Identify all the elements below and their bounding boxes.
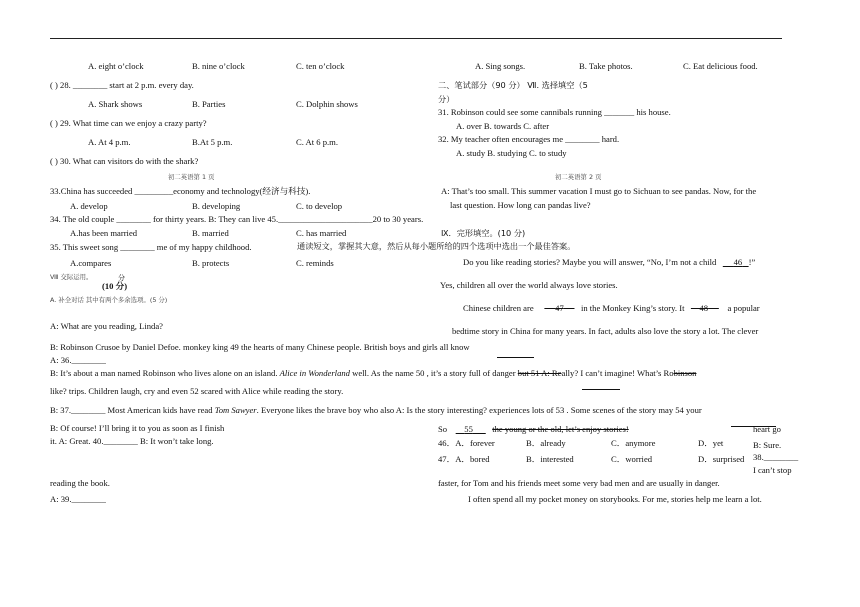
passage-pocket-line: I often spend all my pocket money on storybooks. For me, stories help me learn a lot. bbox=[468, 494, 762, 504]
q29-option-b: B.At 5 p.m. bbox=[192, 137, 233, 147]
q27-option-c: C. ten o’clock bbox=[296, 61, 345, 71]
passage-line-4: bedtime story in China for many years. In fact, adults also love the story a lot. The clever bbox=[452, 326, 759, 336]
q32-options: A. study B. studying C. to study bbox=[456, 148, 567, 158]
dialogue-line-4-end: ally? I can’t imagine! What’s Ro bbox=[561, 368, 674, 378]
q46-option-a: 46．A．forever bbox=[438, 438, 495, 448]
struck-text: but 51 A: Re bbox=[517, 368, 562, 378]
page-footer-2: 初二英语第 2 页 bbox=[555, 173, 602, 181]
dialogue-line-9: reading the book. bbox=[50, 478, 110, 488]
passage-line-3-mid: in the Monkey King’s story. It bbox=[580, 303, 685, 313]
q28-option-b: B. Parties bbox=[192, 99, 226, 109]
dialogue-line-7: B: Of course! I’ll bring it to you as soon as I finish bbox=[50, 423, 225, 433]
q28-option-a: A. Shark shows bbox=[88, 99, 143, 109]
dialogue-line-1: A: What are you reading, Linda? bbox=[50, 321, 163, 331]
question-33: 33.China has succeeded _________economy and technology(经济与科技). bbox=[50, 186, 311, 196]
q47-option-b: B．interested bbox=[526, 454, 574, 464]
q34-option-c: C. has married bbox=[296, 228, 347, 238]
q47-option-d: D．surprised bbox=[698, 454, 745, 464]
blank-47-number: 47 bbox=[555, 303, 564, 313]
q46-option-d: D．yet bbox=[698, 438, 724, 448]
blank-47 bbox=[544, 303, 574, 313]
heart-go-text: heart go bbox=[753, 424, 781, 434]
q29-option-a: A. At 4 p.m. bbox=[88, 137, 131, 147]
passage-line-3-start: Chinese children are bbox=[463, 303, 534, 313]
dialogue-line-3: A: 36.________ bbox=[50, 355, 106, 365]
answer-38: 38.________ bbox=[753, 452, 799, 462]
section-a-title: A. 补全对话 其中有两个多余选项。(5 分) bbox=[50, 296, 168, 304]
dialogue-line-6-start: B: 37.________ Most American kids have read bbox=[50, 405, 213, 415]
q27-option-a: A. eight o’clock bbox=[88, 61, 144, 71]
dialogue-line-2: B: Robinson Crusoe by Daniel Defoe. monkey king 49 the hearts of many Chinese people. British boys and girls all know bbox=[50, 342, 470, 352]
dialogue-line-8: it. A: Great. 40.________ B: It won’t take long. bbox=[50, 436, 214, 446]
written-section-title: 二、笔试部分（90 分） Ⅶ. 选择填空（5 bbox=[438, 80, 588, 90]
q27-option-b: B. nine o’clock bbox=[192, 61, 245, 71]
passage-line-1 bbox=[463, 258, 755, 268]
cant-stop-text: I can’t stop bbox=[753, 465, 792, 475]
q47-option-a: 47．A．bored bbox=[438, 454, 490, 464]
q34-option-a: A.has been married bbox=[70, 228, 138, 238]
reading-line-1: A: That’s too small. This summer vacation I must go to Sichuan to see pandas. Now, for the bbox=[441, 186, 757, 196]
question-28: ( ) 28. ________ start at 2 p.m. every day. bbox=[50, 80, 194, 90]
dialogue-line-10: A: 39.________ bbox=[50, 494, 106, 504]
blank-46-number: 46 bbox=[733, 257, 743, 267]
passage-so-line bbox=[438, 425, 629, 435]
section-8-score: (10 分) bbox=[102, 281, 128, 291]
question-34: 34. The old couple ________ for thirty years. B: They can live 45.______________________20 to 30 years. bbox=[50, 214, 424, 224]
passage-line-1-text: Do you like reading stories? Maybe you will answer, “No, I’m not a child bbox=[463, 257, 717, 267]
question-35: 35. This sweet song ________ me of my happy childhood. bbox=[50, 242, 252, 252]
r-q27-option-c: C. Eat delicious food. bbox=[683, 61, 758, 71]
cloze-instruction: 通读短文，掌握其大意，然后从每小题所给的四个选项中选出一个最佳答案。 bbox=[297, 241, 576, 251]
blank-line-2 bbox=[582, 389, 620, 390]
dialogue-line-4-start: B: It’s about a man named Robinson who lives alone on an island. bbox=[50, 368, 278, 378]
q35-option-b: B. protects bbox=[192, 258, 230, 268]
so-word: So bbox=[438, 424, 448, 434]
blank-55-number: 55 bbox=[464, 424, 473, 434]
book-title-alice: Alice in Wonderland bbox=[279, 368, 350, 378]
dialogue-line-4 bbox=[50, 369, 696, 379]
q33-option-b: B. developing bbox=[192, 201, 241, 211]
page-footer-1: 初二英语第 1 页 bbox=[168, 173, 215, 181]
top-rule bbox=[50, 38, 782, 39]
so-line-text: the young or the old, let’s enjoy stories! bbox=[492, 424, 629, 434]
q31-options: A. over B. towards C. after bbox=[456, 121, 550, 131]
passage-line-3-end: a popular bbox=[727, 303, 760, 313]
q33-option-c: C. to develop bbox=[296, 201, 343, 211]
q46-option-c: C．anymore bbox=[611, 438, 656, 448]
blank-line bbox=[497, 357, 534, 358]
passage-line-1-end: !” bbox=[748, 257, 756, 267]
question-31: 31. Robinson could see some cannibals running _______ his house. bbox=[438, 107, 671, 117]
book-title-tom: Tom Sawyer bbox=[214, 405, 257, 415]
section-8-fen: 分 bbox=[118, 274, 125, 282]
dialogue-line-4-mid: well. As the name 50 , it’s a story full of danger bbox=[352, 368, 516, 378]
q34-option-b: B. married bbox=[192, 228, 229, 238]
r-q27-option-b: B. Take photos. bbox=[579, 61, 633, 71]
dialogue-line-5: like? trips. Children laugh, cry and even 52 scared with Alice while reading the story. bbox=[50, 386, 344, 396]
written-section-title-2: 分） bbox=[438, 94, 455, 104]
q35-option-c: C. reminds bbox=[296, 258, 334, 268]
blank-48-number: 48 bbox=[699, 303, 709, 313]
q35-option-a: A.compares bbox=[70, 258, 112, 268]
dialogue-line-6-end: . Everyone likes the brave boy who also A: Is the story interesting? experiences lots of 53 . Some scenes of the story may 54 your bbox=[256, 405, 702, 415]
blank-48 bbox=[691, 303, 719, 313]
q28-option-c: C. Dolphin shows bbox=[296, 99, 358, 109]
q33-option-a: A. develop bbox=[70, 201, 108, 211]
b-sure-text: B: Sure. bbox=[753, 440, 782, 450]
blank-46 bbox=[723, 257, 749, 267]
passage-faster-line: faster, for Tom and his friends meet some very bad men and are usually in danger. bbox=[438, 478, 720, 488]
question-30: ( ) 30. What can visitors do with the shark? bbox=[50, 156, 199, 166]
question-32: 32. My teacher often encourages me ________ hard. bbox=[438, 134, 620, 144]
r-q27-option-a: A. Sing songs. bbox=[475, 61, 526, 71]
passage-line-3 bbox=[463, 304, 760, 314]
q47-option-c: C．worried bbox=[611, 454, 653, 464]
dialogue-line-6 bbox=[50, 406, 702, 416]
question-29: ( ) 29. What time can we enjoy a crazy party? bbox=[50, 118, 207, 128]
passage-line-2: Yes, children all over the world always love stories. bbox=[440, 280, 618, 290]
reading-line-2: last question. How long can pandas live? bbox=[450, 200, 591, 210]
struck-text-2: binson bbox=[673, 368, 697, 378]
section-8-title: Ⅷ 交际运用。 bbox=[50, 273, 93, 281]
blank-55 bbox=[456, 424, 486, 434]
q29-option-c: C. At 6 p.m. bbox=[296, 137, 339, 147]
q46-option-b: B．already bbox=[526, 438, 566, 448]
cloze-section-title: Ⅸ．完形填空。(10 分) bbox=[441, 228, 526, 238]
